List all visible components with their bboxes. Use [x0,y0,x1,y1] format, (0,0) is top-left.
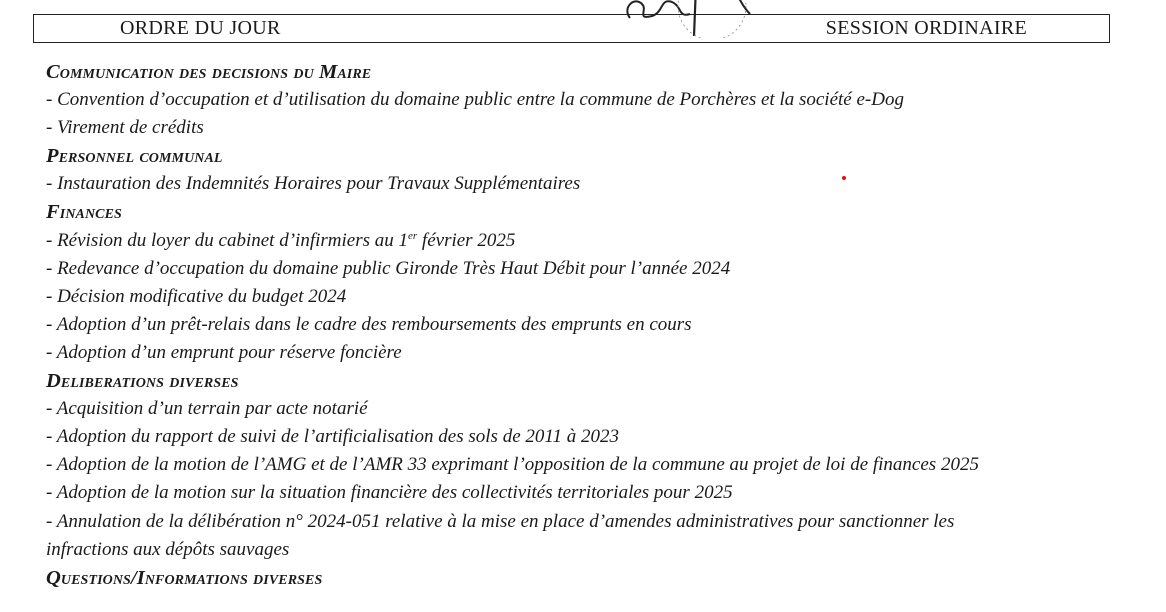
agenda-item: - Décision modificative du budget 2024 [46,285,347,307]
agenda-item: - Adoption du rapport de suivi de l’artificialisation des sols de 2011 à 2023 [46,426,619,448]
agenda-item: - Convention d’occupation et d’utilisation du domaine public entre la commune de Porchères et la société e-Dog [46,89,904,111]
agenda-title: ORDRE DU JOUR [120,17,281,39]
agenda-header-box [33,14,1110,43]
section-title-personnel: Personnel communal [46,145,223,168]
agenda-item-text: février 2025 [417,229,516,251]
agenda-item: - Redevance d’occupation du domaine public Gironde Très Haut Débit pour l’année 2024 [46,257,731,279]
session-type: SESSION ORDINAIRE [825,17,1027,39]
agenda-content [46,58,1116,592]
agenda-item: - Virement de crédits [46,117,204,139]
agenda-item: - Adoption de la motion sur la situation financière des collectivités territoriales pour 2025 [46,482,733,504]
agenda-item: - Adoption d’un emprunt pour réserve foncière [46,341,402,363]
agenda-item: - Instauration des Indemnités Horaires pour Travaux Supplémentaires [46,173,581,195]
section-title-deliberations: Deliberations diverses [46,370,239,393]
ordinal-suffix: er [408,229,418,242]
section-title-questions: Questions/Informations diverses [46,566,323,589]
agenda-item: - Annulation de la délibération n° 2024-051 relative à la mise en place d’amendes administratives pour sanctionner les infractions aux dépôts sauvages [46,510,955,560]
agenda-item: - Acquisition d’un terrain par acte notarié [46,398,368,420]
agenda-item: - Adoption de la motion de l’AMG et de l’AMR 33 exprimant l’opposition de la commune au projet de loi de finances 2025 [46,454,979,476]
agenda-item-revision [46,227,1116,255]
agenda-item-text: - Révision du loyer du cabinet d’infirmiers au 1 [46,229,408,251]
agenda-item: - Adoption d’un prêt-relais dans le cadre des remboursements des emprunts en cours [46,313,692,335]
section-title-finances: Finances [46,201,122,224]
section-title-communication: Communication des decisions du Maire [46,61,372,83]
